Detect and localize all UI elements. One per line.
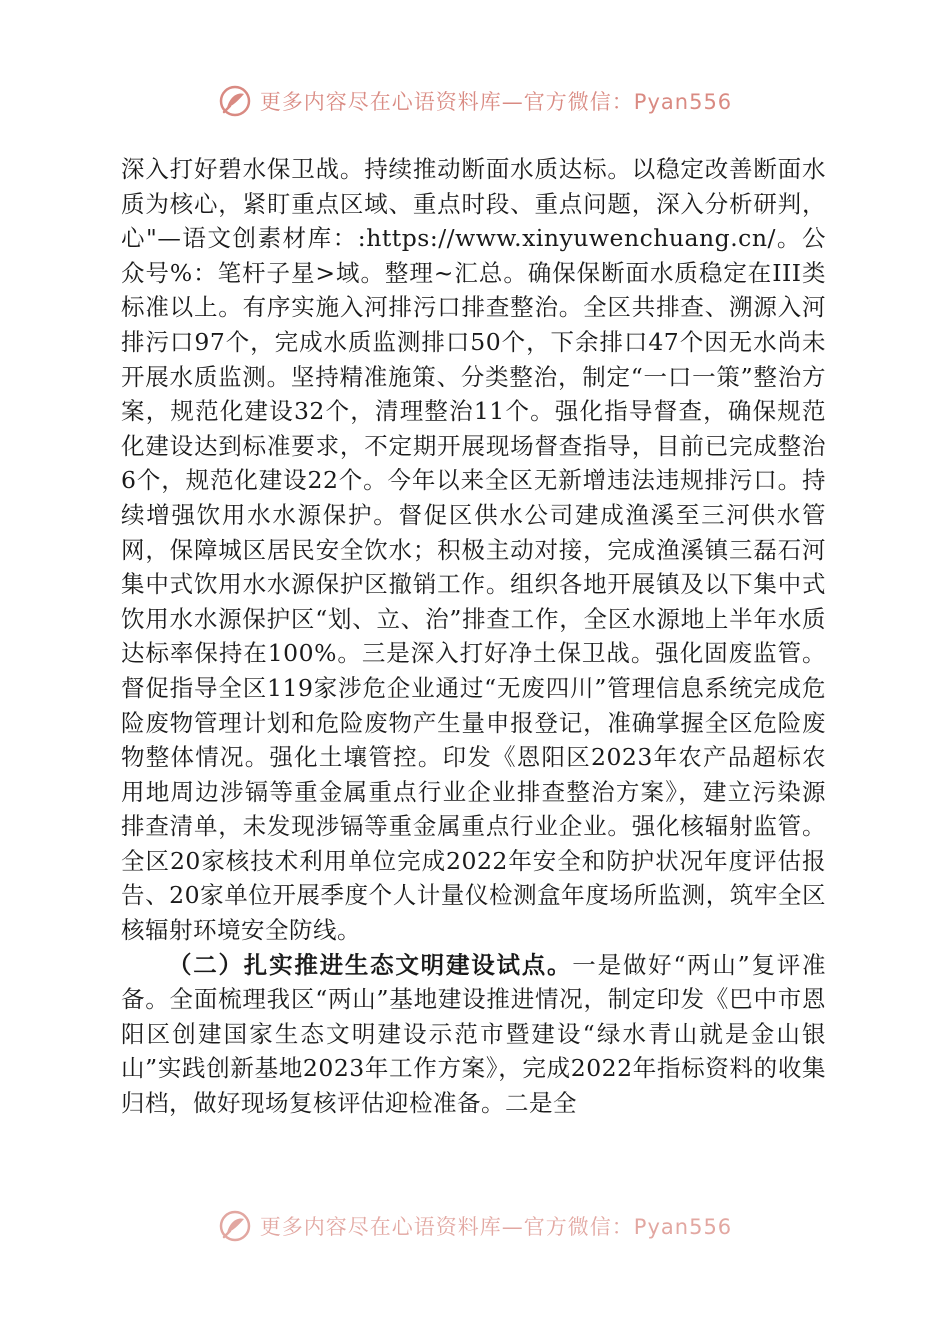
watermark-logo-icon [218, 84, 252, 118]
document-body [121, 152, 826, 1121]
header-watermark [0, 84, 950, 118]
footer-watermark [0, 1209, 950, 1243]
watermark-text: 更多内容尽在心语资料库—官方微信：Pyan556 [259, 1215, 733, 1239]
section-heading: （二）扎实推进生态文明建设试点。 [168, 950, 573, 979]
paragraph-2-text: 一是做好“两山”复评准备。全面梳理我区“两山”基地建设推进情况，制定印发《巴中市恩阳区创建国家生态文明建设示范市暨建设“绿水青山就是金山银山”实践创新基地2023年工作方案》，完成2022年指标资料的收集归档，做好现场复核评估迎检准备。二是全 [121, 950, 827, 1118]
paragraph-1: 深入打好碧水保卫战。持续推动断面水质达标。以稳定改善断面水质为核心，紧盯重点区域、重点时段、重点问题，深入分析研判，心"—语文创素材库：:https://www.xinyuwenchuang.cn/。公众号%：笔杆子星>域。整理~汇总。确保保断面水质稳定在III类标准以上。有序实施入河排污口排查整治。全区共排查、溯源入河排污口97个，完成水质监测排口50个，下余排口47个因无水尚未开展水质监测。坚持精准施策、分类整治，制定“一口一策”整治方案，规范化建设32个，清理整治11个。强化指导督查，确保规范化建设达到标准要求，不定期开展现场督查指导，目前已完成整治6个，规范化建设22个。今年以来全区无新增违法违规排污口。持续增强饮用水水源保护。督促区供水公司建成渔溪至三河供水管网，保障城区居民安全饮水；积极主动对接，完成渔溪镇三磊石河集中式饮用水水源保护区撤销工作。组织各地开展镇及以下集中式饮用水水源保护区“划、立、治”排查工作，全区水源地上半年水质达标率保持在100%。三是深入打好净土保卫战。强化固废监管。督促指导全区119家涉危企业通过“无废四川”管理信息系统完成危险废物管理计划和危险废物产生量申报登记，准确掌握全区危险废物整体情况。强化土壤管控。印发《恩阳区2023年农产品超标农用地周边涉镉等重金属重点行业企业排查整治方案》，建立污染源排查清单，未发现涉镉等重金属重点行业企业。强化核辐射监管。全区20家核技术利用单位完成2022年安全和防护状况年度评估报告、20家单位开展季度个人计量仪检测盒年度场所监测，筑牢全区核辐射环境安全防线。 [121, 155, 826, 945]
watermark-logo-icon [218, 1209, 252, 1243]
watermark-text: 更多内容尽在心语资料库—官方微信：Pyan556 [259, 90, 733, 114]
paragraph-2 [121, 948, 826, 1121]
